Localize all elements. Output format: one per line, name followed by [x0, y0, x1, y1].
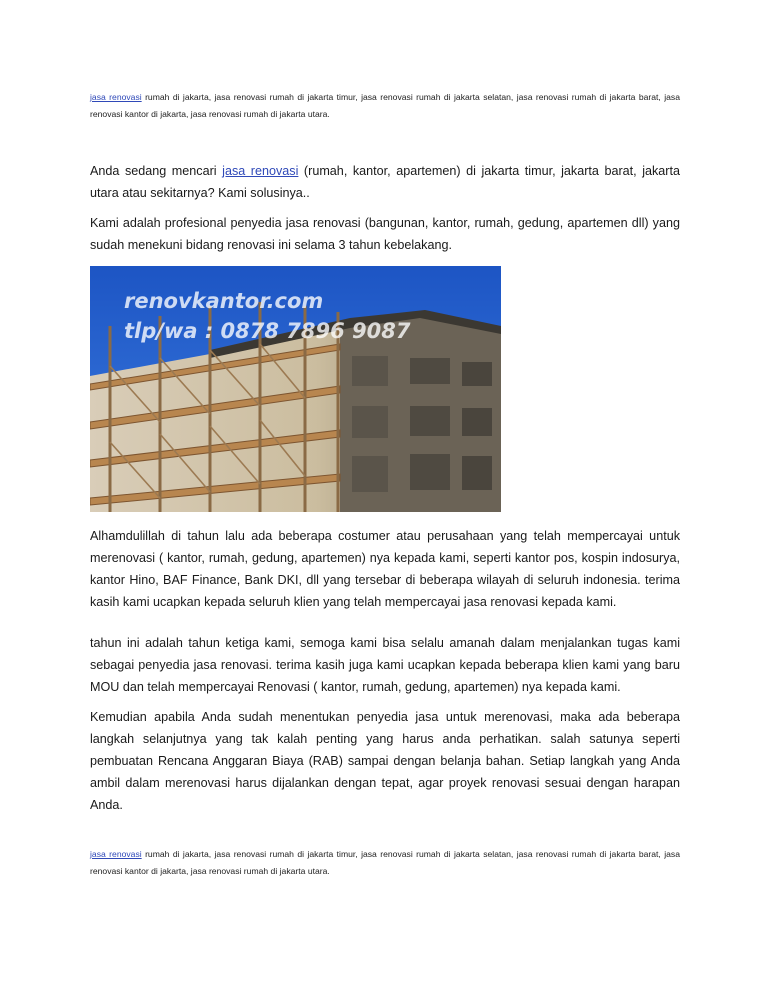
paragraph-third-year: tahun ini adalah tahun ketiga kami, semoga kami bisa selalu amanah dalam menjalankan tugas kami sebagai penyedia jasa renovasi. terima kasih juga kami ucapkan kepada beberapa klien kami yang baru MOU dan telah mempercayai Renovasi ( kantor, rumah, gedung, apartemen) nya kepada kami. — [90, 636, 680, 694]
photo-watermark-phone: tlp/wa : 0878 7896 9087 — [124, 319, 411, 343]
top-jasa-renovasi-link[interactable]: jasa renovasi — [90, 92, 142, 102]
bottom-keyword-note — [90, 846, 680, 880]
intro-jasa-renovasi-link[interactable]: jasa renovasi — [222, 164, 299, 178]
photo-watermark-site: renovkantor.com — [124, 289, 324, 313]
top-keyword-note — [90, 89, 680, 123]
paragraph-next-steps: Kemudian apabila Anda sudah menentukan penyedia jasa untuk merenovasi, maka ada beberapa langkah selanjutnya yang tak kalah penting yang harus anda perhatikan. salah satunya seperti pembuatan Rencana Anggaran Biaya (RAB) sampai dengan belanja bahan. Setiap langkah yang Anda ambil dalam merenovasi harus dijalankan dengan tepat, agar proyek renovasi sesuai dengan harapan Anda. — [90, 710, 680, 812]
bottom-keyword-text: rumah di jakarta, jasa renovasi rumah di jakarta timur, jasa renovasi rumah di jakarta selatan, jasa renovasi rumah di jakarta barat, jasa renovasi kantor di jakarta, jasa renovasi rumah di jakarta utara. — [90, 849, 680, 876]
bottom-jasa-renovasi-link[interactable]: jasa renovasi — [90, 849, 142, 859]
intro-paragraph — [90, 160, 680, 204]
intro-text-before: Anda sedang mencari — [90, 164, 223, 178]
about-paragraph: Kami adalah profesional penyedia jasa renovasi (bangunan, kantor, rumah, gedung, apartemen dll) yang sudah menekuni bidang renovasi ini selama 3 tahun kebelakang. — [90, 216, 680, 252]
intro-text-after: (rumah, kantor, apartemen) di jakarta timur, jakarta barat, jakarta utara atau sekitarnya? Kami solusinya.. — [90, 164, 680, 200]
scaffolding-building-photo — [90, 266, 501, 512]
paragraph-clients: Alhamdulillah di tahun lalu ada beberapa costumer atau perusahaan yang telah mempercayai untuk merenovasi ( kantor, rumah, gedung, apartemen) nya kepada kami, seperti kantor pos, kospin indosurya, kantor Hino, BAF Finance, Bank DKI, dll yang tersebar di beberapa wilayah di seluruh indonesia. terima kasih kami ucapkan kepada seluruh klien yang telah mempercayai jasa renovasi kepada kami. — [90, 529, 680, 609]
top-keyword-text: rumah di jakarta, jasa renovasi rumah di jakarta timur, jasa renovasi rumah di jakarta selatan, jasa renovasi rumah di jakarta barat, jasa renovasi kantor di jakarta, jasa renovasi rumah di jakarta utara. — [90, 92, 680, 119]
